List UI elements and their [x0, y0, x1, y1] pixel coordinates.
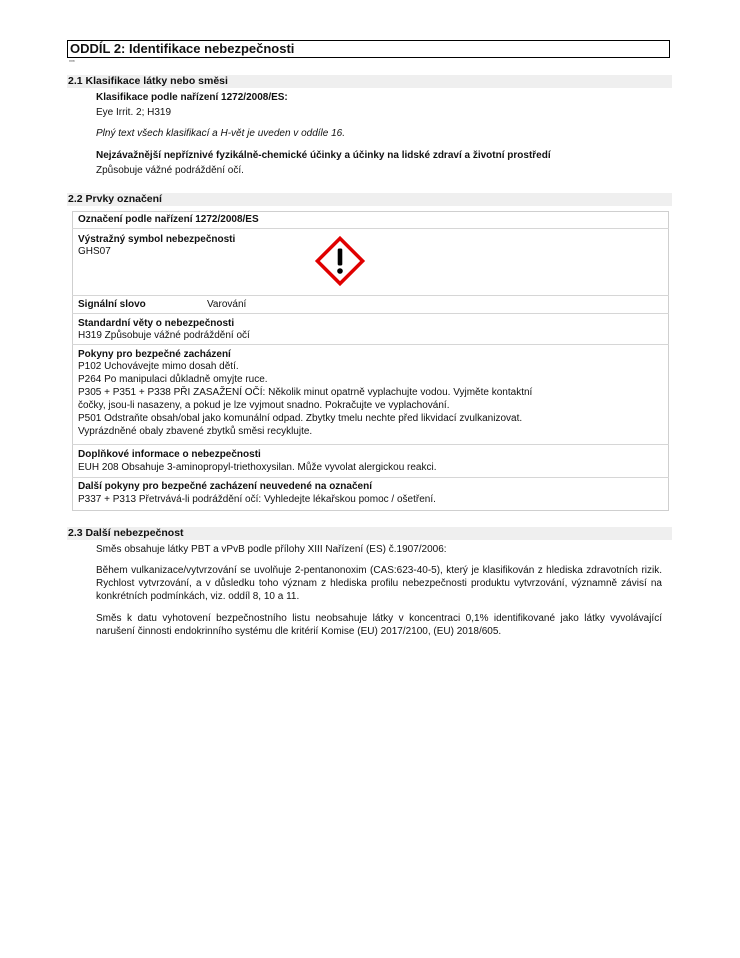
classification-note: Plný text všech klasifikací a H-vět je uveden v oddíle 16.	[96, 128, 346, 139]
other-precautions-label: Další pokyny pro bezpečné zacházení neuvedené na označení	[78, 481, 372, 492]
classification-value: Eye Irrit. 2; H319	[96, 107, 172, 118]
precaution-line: čočky, jsou-li nasazeny, a pokud je lze vyjmout snadno. Pokračujte ve vyplachování.	[78, 400, 450, 411]
signal-word: Varování	[207, 299, 247, 310]
signal-word-label: Signální slovo	[78, 299, 146, 310]
table-divider	[72, 228, 669, 229]
precaution-label: Pokyny pro bezpečné zacházení	[78, 349, 231, 360]
pbt-statement: Směs obsahuje látky PBT a vPvB podle přílohy XIII Nařízení (ES) č.1907/2006:	[96, 544, 447, 555]
heading-2-3: 2.3 Další nebezpečnost	[67, 527, 672, 540]
precaution-line: P102 Uchovávejte mimo dosah dětí.	[78, 361, 239, 372]
header-mark: ***	[69, 60, 75, 66]
labelling-title: Označení podle nařízení 1272/2008/ES	[78, 214, 259, 225]
section-title: ODDÍL 2: Identifikace nebezpečnosti	[67, 40, 670, 58]
ghs07-exclamation-icon	[313, 234, 367, 288]
hazard-label: Standardní věty o nebezpečnosti	[78, 318, 235, 329]
pictogram-label: Výstražný symbol nebezpečnosti	[78, 234, 236, 245]
endocrine-paragraph: Směs k datu vyhotovení bezpečnostního listu neobsahuje látky v koncentraci 0,1% identifikované jako látky vyvolávající narušení činnosti endokrinního systému dle kritérií Komise (EU) 2017/2100, (EU) 2018/605.	[96, 613, 662, 637]
table-divider	[72, 477, 669, 478]
table-divider	[72, 313, 669, 314]
table-divider	[72, 344, 669, 345]
precaution-line: Vyprázdněné obaly zbavené zbytků směsi recyklujte.	[78, 426, 313, 437]
classification-subheading: Klasifikace podle nařízení 1272/2008/ES:	[96, 92, 288, 103]
heading-2-2: 2.2 Prvky označení	[67, 193, 672, 206]
other-precautions-text: P337 + P313 Přetrvává-li podráždění očí: Vyhledejte lékařskou pomoc / ošetření.	[78, 494, 436, 505]
heading-2-1: 2.1 Klasifikace látky nebo směsi	[67, 75, 672, 88]
hazard-text: H319 Způsobuje vážné podráždění očí	[78, 330, 250, 341]
supplementary-text: EUH 208 Obsahuje 3-aminopropyl-triethoxysilan. Může vyvolat alergickou reakci.	[78, 462, 437, 473]
vulcanization-paragraph: Během vulkanizace/vytvrzování se uvolňuje 2-pentanonoxim (CAS:623-40-5), který je klasifikován z hlediska zdravotních rizik. Rychlost vytvrzování, a v důsledku toho význam z hlediska profilu nebezpečnosti produktu vytvrzování, významně závisí na konkrétních podmínkách, viz. oddíl 8, 10 a 11.	[96, 565, 662, 602]
table-divider	[72, 444, 669, 445]
effects-text: Způsobuje vážné podráždění očí.	[96, 165, 244, 176]
supplementary-label: Doplňkové informace o nebezpečnosti	[78, 449, 261, 460]
precaution-line: P264 Po manipulaci důkladně omyjte ruce.	[78, 374, 268, 385]
precaution-line: P501 Odstraňte obsah/obal jako komunální odpad. Zbytky tmelu nechte před likvidací zvulkanizovat.	[78, 413, 523, 424]
pictogram-code: GHS07	[78, 246, 111, 257]
table-divider	[72, 295, 669, 296]
effects-heading: Nejzávažnější nepříznivé fyzikálně-chemické účinky a účinky na lidské zdraví a životní prostředí	[96, 150, 551, 161]
precaution-line: P305 + P351 + P338 PŘI ZASAŽENÍ OČÍ: Několik minut opatrně vyplachujte vodou. Vyjměte kontaktní	[78, 387, 533, 398]
